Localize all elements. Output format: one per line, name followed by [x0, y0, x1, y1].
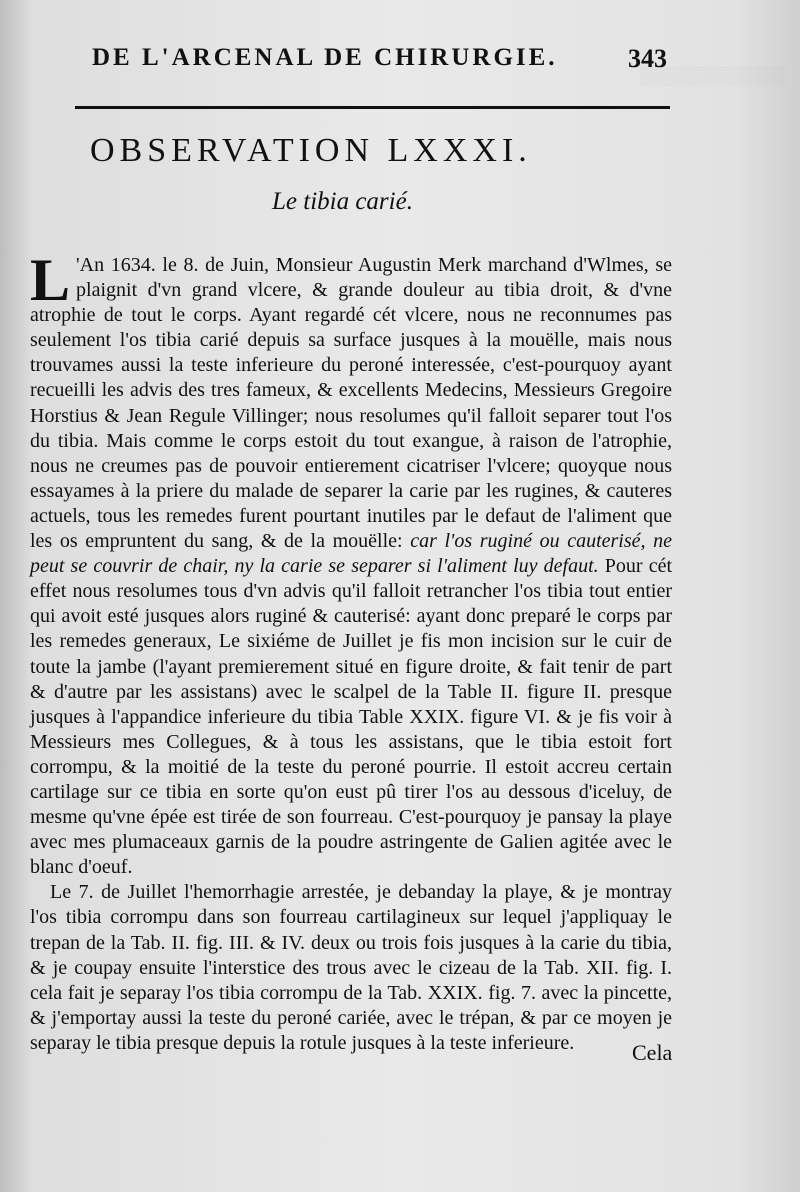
header-rule	[75, 106, 670, 109]
page-number: 343	[628, 44, 667, 73]
paragraph-1-text-a: 'An 1634. le 8. de Juin, Monsieur Augustin Merk marchand d'Wlmes, se plaignit d'vn grand vlcere, & grande douleur au tibia droit, & d'vne atrophie de tout le corps. Ayant regardé cét vlcere, nous ne reconnumes pas seulement l'os tibia carié depuis sa surface jusques à la mouëlle, mais nous trouvames aussi la teste inferieure du peroné interessée, c'est-pourquoy ayant recueilli les advis des tres fameux, & excellents Medecins, Messieurs Gregoire Horstius & Jean Regule Villinger; nous resolumes qu'il falloit separer tout l'os du tibia. Mais comme le corps estoit du tout exangue, à raison de l'atrophie, nous ne creumes pas de pouvoir entierement cicatriser l'vlcere; quoyque nous essayames à la priere du malade de separer la carie par les rugines, & cauteres actuels, tous les remedes furent pourtant inutiles par le defaut de l'aliment que les os empruntent du sang, & de la mouëlle:	[30, 254, 672, 553]
catchword: Cela	[632, 1040, 673, 1065]
paragraph-2: Le 7. de Juillet l'hemorrhagie arrestée, je debanday la playe, & je montray l'os tibia corrompu dans son fourreau cartilagineux sur lequel j'appliquay le trepan de la Tab. II. fig. III. & IV. deux ou trois fois jusques à la carie du tibia, & je coupay ensuite l'interstice des trous avec le cizeau de la Tab. XII. fig. I. cela fait je separay l'os tibia corrompu de la Tab. XXIX. fig. 7. avec la pincette, & j'emportay aussi la teste du peroné cariée, avec le trépan, & par ce moyen je separay le tibia presque depuis la rotule jusques à la teste inferieure.	[30, 881, 672, 1054]
paragraph-1-italic: car l'os ruginé ou cauterisé, ne peut se couvrir de chair, ny la carie se separer si l'aliment luy defaut.	[30, 530, 672, 578]
observation-subtitle: Le tibia carié.	[272, 188, 413, 215]
paragraph-1-text-b: Pour cét effet nous resolumes tous d'vn advis qu'il falloit retrancher l'os tibia tout entier qui avoit esté jusques alors ruginé & cauterisé: ayant donc preparé le corps par les remedes generaux, Le sixiéme de Juillet je fis mon incision sur le cuir de toute la jambe (l'ayant premierement situé en figure droite, & fait tenir de part & d'autre par les assistans) avec le scalpel de la Table II. figure II. presque jusques à l'appandice inferieure du tibia Table XXIX. figure VI. & je fis voir à Messieurs mes Collegues, & à tous les assistans, que le tibia estoit fort corrompu, & la moitié de la teste du peroné pourrie. Il estoit accreu certain cartilage sur ce tibia en sorte qu'on eust pû tirer l'os au dessous d'iceluy, de mesme qu'vne épée est tirée de son fourreau. C'est-pourquoy je pansay la playe avec mes plumaceaux garnis de la poudre astringente de Galien agitée avec le blanc d'oeuf.	[30, 555, 673, 879]
observation-body	[30, 247, 673, 1056]
bleed-through-text: ▒▒▒▒▒▒▒▒▒▒▒▒	[640, 66, 785, 85]
paragraph-1	[30, 247, 673, 880]
observation-title: OBSERVATION LXXXI.	[90, 132, 532, 169]
running-head: DE L'ARCENAL DE CHIRURGIE.	[92, 44, 558, 71]
drop-cap: L	[30, 247, 71, 313]
